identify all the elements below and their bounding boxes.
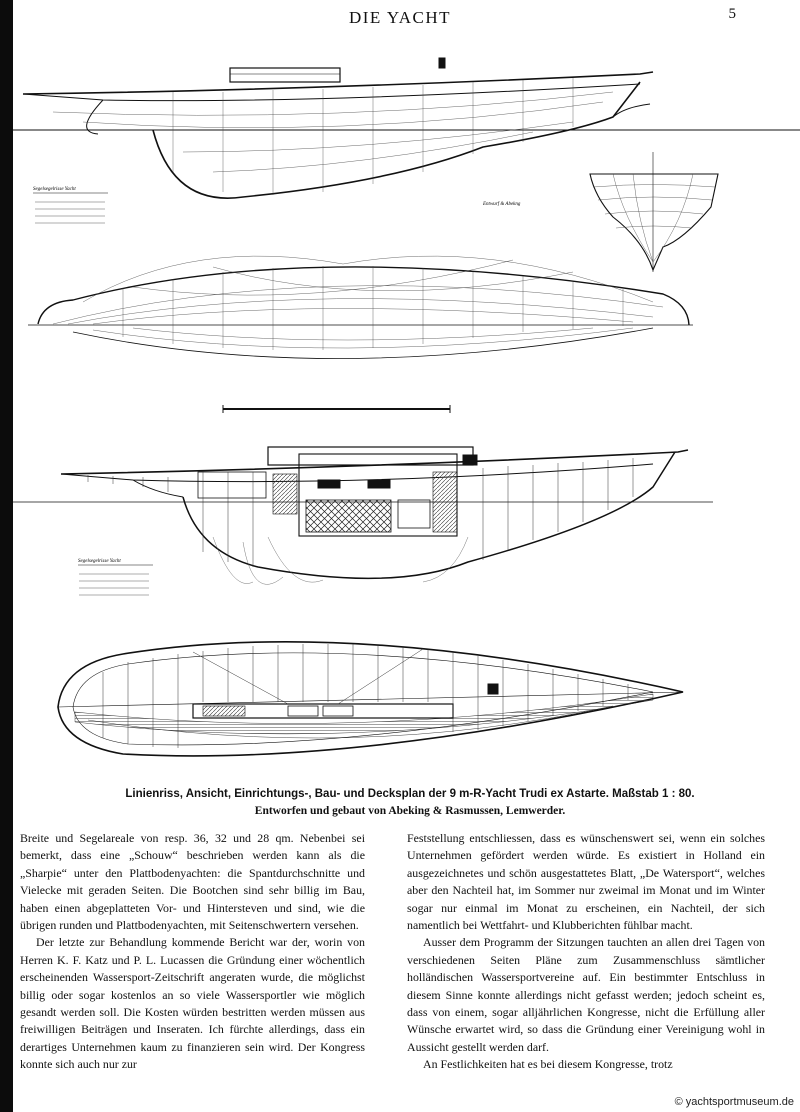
paragraph: Breite und Segelareale von resp. 36, 32 und 28 qm. Nebenbei sei bemerkt, dass eine „Schouw“ beschrieben werden kann als die „Sharpie“ unter den Plattbodenyachten: die Spantdurchschnitte und Vielecke mit geraden Seiten. Die Bootchen sind sehr billig im Bau, haben einen abgeplatteten Vor- und Hintersteven und sind, wie die übrigen runden und Plattbodenyachten, mit Seitenschwertern versehen. <box>20 831 365 933</box>
page-title: DIE YACHT <box>348 8 452 27</box>
text-column-left <box>20 830 365 1074</box>
paragraph: Der letzte zur Behandlung kommende Bericht war der, worin von Herren K. F. Katz und P. L. Lucassen die Gründung einer wöchentlich erscheinenden Wassersport-Zeitschrift angeraten wurde, die möglichst billig oder sogar kostenlos an so viele Wassersportler wie möglich gesandt werden soll. Die Kosten würden bestritten werden müssen aus freiwilligen Beiträgen und Inseraten. Ich fürchte allerdings, dass ein derartiges Unternehmen kaum zu finanzieren sein wird. Der Kongress konnte sich auch nur zur <box>20 935 365 1072</box>
deck-plan <box>58 642 683 756</box>
designer-signature-note: Entwurf & Abekng <box>483 202 521 207</box>
svg-text:Segelsegelrisse Yacht: Segelsegelrisse Yacht <box>78 559 121 564</box>
body-plan-sections <box>590 152 718 272</box>
figure-credit: Entworfen und gebaut von Abeking & Rasmussen, Lemwerder. <box>254 805 566 817</box>
yacht-plans-figure <box>13 32 800 790</box>
scan-edge <box>0 0 13 1112</box>
page-number: 5 <box>728 6 736 22</box>
text-column-right <box>407 830 765 1074</box>
svg-text:Segelsegelrisse Yacht: Segelsegelrisse Yacht <box>33 187 76 192</box>
paragraph: Ausser dem Programm der Sitzungen tauchten an allen drei Tagen von verschiedenen Seiten Pläne zum Zusammenschluss sämtlicher holländischen Wassersportvereine auf. Ein bestimmter Entschluss in diesem Sinne konnte allerdings nicht gefasst werden; jedoch scheint es, dass von einem, sogar alljährlichen Kongresse, nicht die Erfüllung aller Wünsche erwartet wird, so dass die Gründung einer Vereinigung wohl in Aussicht gestellt werden darf. <box>407 935 765 1054</box>
paragraph: Feststellung entschliessen, dass es wünschenswert sei, wenn ein solches Unternehmen gefördert werden würde. Es existiert in Holland ein ausgezeichnetes und schön ausgestattetes Blatt, „De Watersport“, welches aber den Nachteil hat, im Sommer nur zweimal im Monat und im Winter sogar nur einmal im Monat zu erscheinen, ein Nachteil, der sich namentlich bei Wettfahrt- und Klubberichten fühlbar macht. <box>407 831 765 933</box>
paragraph: An Festlichkeiten hat es bei diesem Kongresse, trotz <box>423 1057 673 1072</box>
figure-caption <box>60 788 760 800</box>
construction-scale-legend <box>78 559 153 595</box>
watermark: © yachtsportmuseum.de <box>674 1096 794 1108</box>
lines-profile-drawing <box>13 58 800 198</box>
profile-scale-legend <box>33 187 108 223</box>
caption-title: Linienriss, Ansicht, Einrichtungs-, Bau- und Decksplan der 9 m-R-Yacht Trudi ex Astarte. <box>125 788 609 800</box>
half-breadth-plan <box>28 256 693 413</box>
caption-scale: Maßstab 1 : 80. <box>612 788 695 800</box>
